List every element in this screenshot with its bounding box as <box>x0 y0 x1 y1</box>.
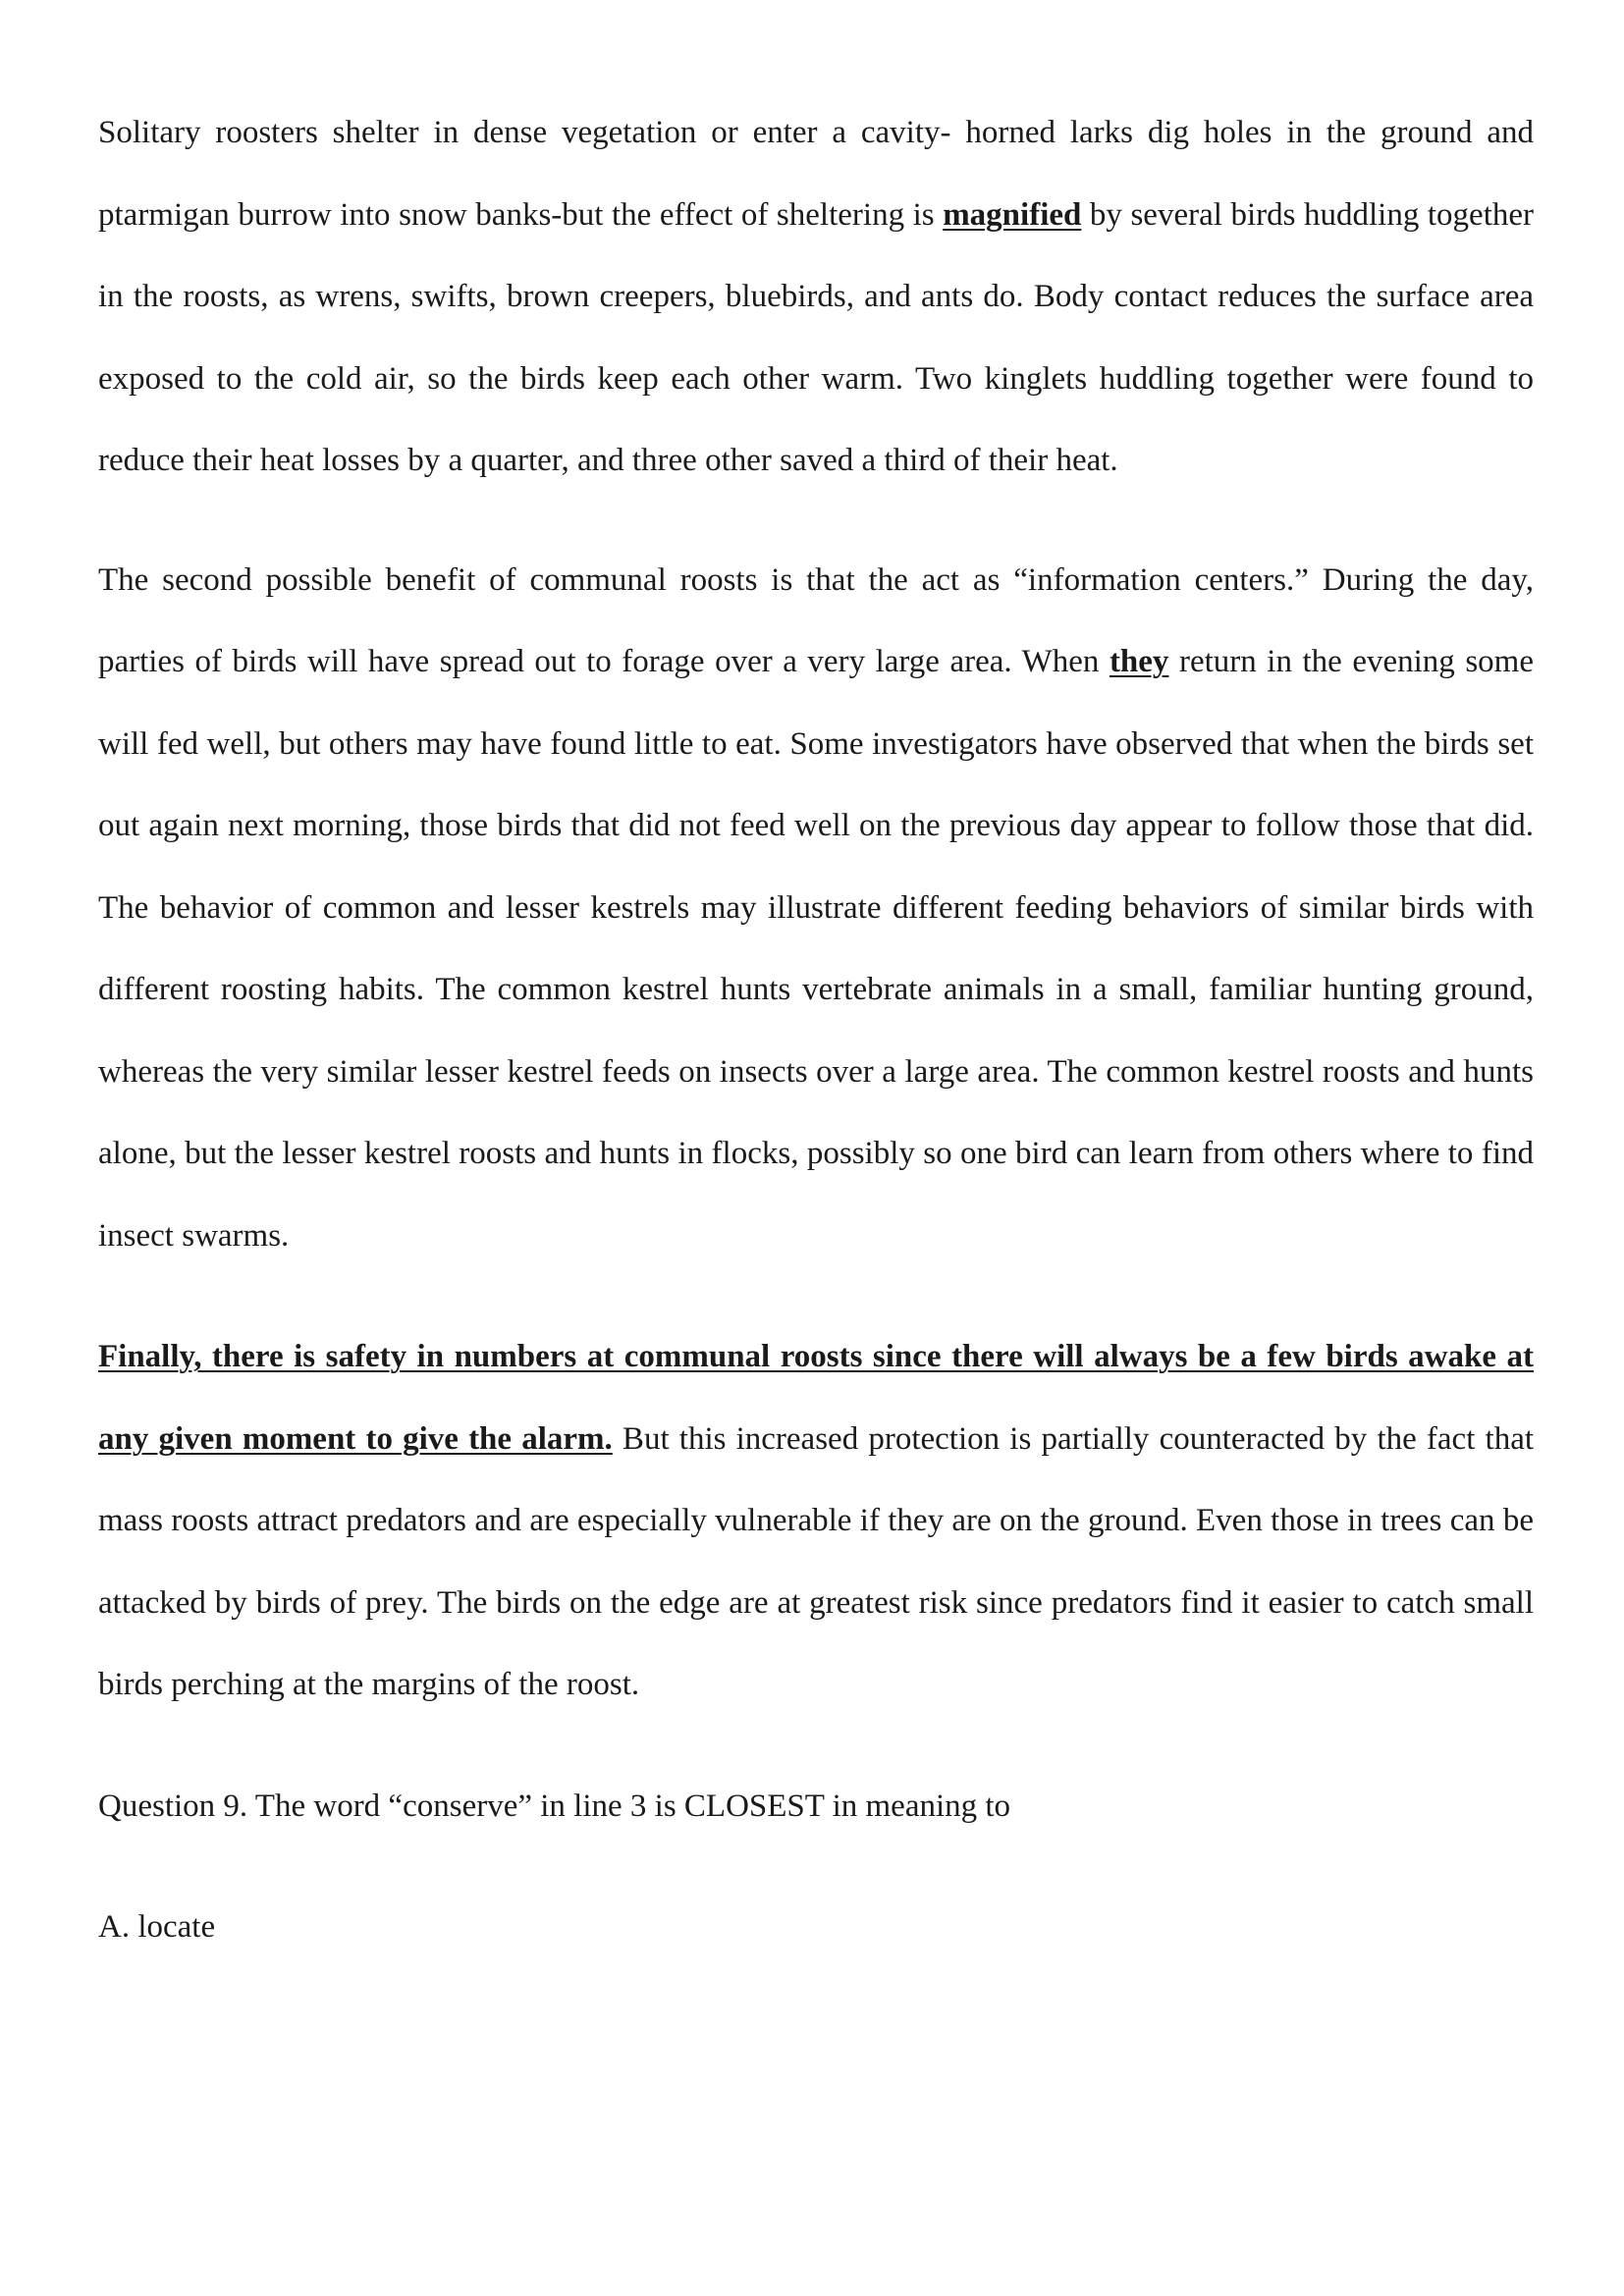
document-page <box>98 92 1534 1969</box>
paragraph-2 <box>98 540 1534 1278</box>
paragraph-2-text-c: return in the evening some will fed well, but others may have found little to eat. Some investigators have observed that when the birds set out again next morning, those birds that did not feed well on the previous day appear to follow those that did. The behavior of common and lesser kestrels may illustrate different feeding behaviors of similar birds with different roosting habits. The common kestrel hunts vertebrate animals in a small, familiar hunting ground, whereas the very similar lesser kestrel feeds on insects over a large area. The common kestrel roosts and hunts alone, but the lesser kestrel roosts and hunts in flocks, possibly so one bird can learn from others where to find insect swarms. <box>98 644 1534 1254</box>
highlighted-sentence: Finally, there is safety in numbers at communal roosts since there will always be a few birds awake at any given moment to give the alarm. <box>98 1339 1534 1457</box>
highlighted-word-magnified: magnified <box>943 196 1082 233</box>
answer-option-a: A. locate <box>98 1909 216 1945</box>
paragraph-1 <box>98 92 1534 503</box>
question-stem: Question 9. The word “conserve” in line 3 is CLOSEST in meaning to <box>98 1788 1011 1824</box>
paragraph-2-text-a: The second possible benefit of communal roosts is that the act as “information centers.” During the day, parties of birds will have spread out to forage over a very large area. When <box>98 561 1534 679</box>
paragraph-1-text-a: Solitary roosters shelter in dense vegetation or enter a cavity- horned larks dig holes in the ground and ptarmigan burrow into snow banks-but the effect of sheltering is <box>98 115 1534 233</box>
paragraph-3-text-b: But this increased protection is partially counteracted by the fact that mass roosts attract predators and are especially vulnerable if they are on the ground. Even those in trees can be attacked by birds of prey. The birds on the edge are at greatest risk since predators find it easier to catch small birds perching at the margins of the roost. <box>98 1420 1535 1702</box>
highlighted-word-they: they <box>1109 644 1169 679</box>
paragraph-1-text-c: by several birds huddling together in the roosts, as wrens, swifts, brown creepers, bluebirds, and ants do. Body contact reduces the surface area exposed to the cold air, so the birds keep each other warm. Two kinglets huddling together were found to reduce their heat losses by a quarter, and three other saved a third of their heat. <box>98 196 1534 478</box>
paragraph-3 <box>98 1316 1534 1727</box>
